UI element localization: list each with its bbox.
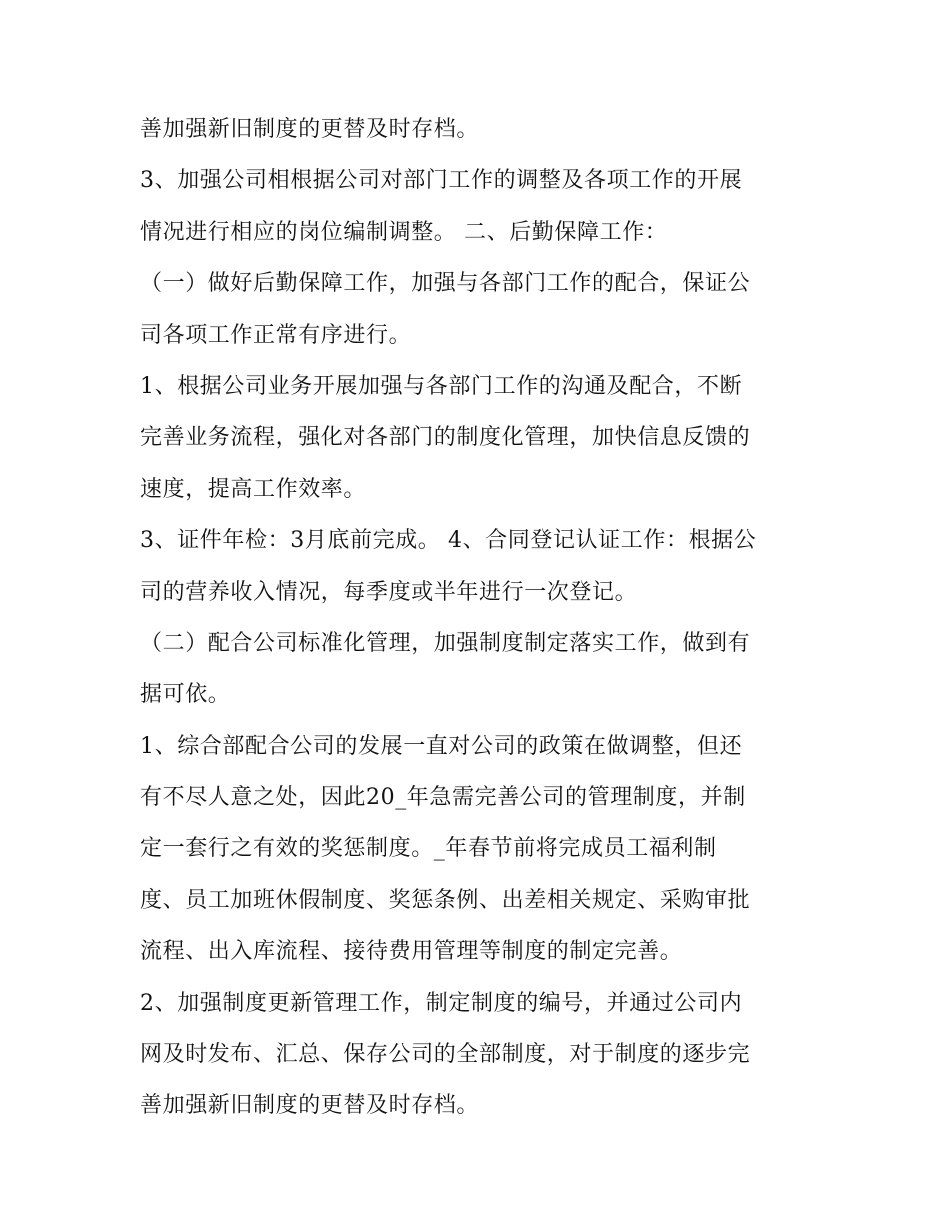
text-line: 司各项工作正常有序进行。 (140, 322, 412, 348)
text-line: 善加强新旧制度的更替及时存档。 (140, 117, 480, 142)
text-line: 流程、出入库流程、接待费用管理等制度的制定完善。 (140, 939, 683, 965)
text-line: 度、员工加班休假制度、奖惩条例、出差相关规定、采购审批 (140, 887, 751, 913)
text-line: 情况进行相应的岗位编制调整。 二、后勤保障工作： (140, 219, 668, 245)
text-line: 3、加强公司相根据公司对部门工作的调整及各项工作的开展 (140, 168, 743, 194)
text-line: 司的营养收入情况，每季度或半年进行一次登记。 (140, 579, 638, 605)
text-line: 有不尽人意之处，因此20_年急需完善公司的管理制度，并制 (140, 785, 746, 811)
text-line: 3、证件年检：3月底前完成。 4、合同登记认证工作：根据公 (140, 528, 757, 554)
text-line: 网及时发布、汇总、保存公司的全部制度，对于制度的逐步完 (140, 1042, 751, 1068)
text-line: 速度，提高工作效率。 (140, 476, 367, 502)
text-line: 定一套行之有效的奖惩制度。_年春节前将完成员工福利制 (140, 836, 717, 862)
text-line: 完善业务流程，强化对各部门的制度化管理，加快信息反馈的 (140, 425, 751, 451)
text-line: （二）配合公司标准化管理，加强制度制定落实工作，做到有 (140, 630, 751, 656)
text-line: 善加强新旧制度的更替及时存档。 (140, 1093, 480, 1119)
document-body (140, 104, 820, 1132)
text-line: 据可依。 (140, 682, 231, 708)
text-line: 1、根据公司业务开展加强与各部门工作的沟通及配合，不断 (140, 373, 743, 399)
text-line: 1、综合部配合公司的发展一直对公司的政策在做调整，但还 (140, 733, 743, 759)
text-line: （一）做好后勤保障工作，加强与各部门工作的配合，保证公 (140, 271, 751, 297)
text-line: 2、加强制度更新管理工作，制定制度的编号，并通过公司内 (140, 990, 743, 1016)
